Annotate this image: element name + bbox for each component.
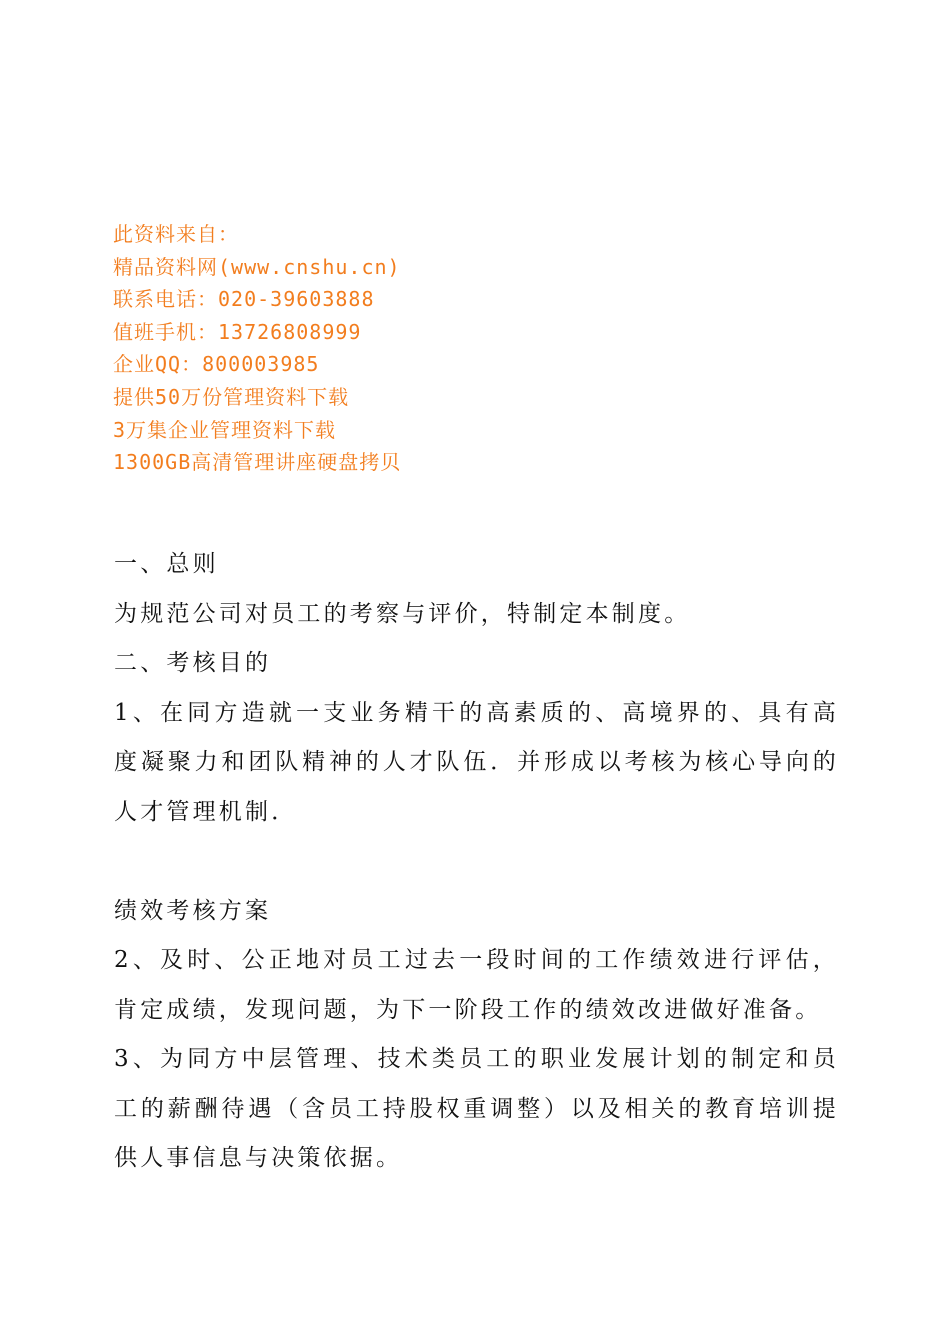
source-line-mobile: 值班手机：13726808999 [113, 319, 362, 344]
paragraph-gap [114, 837, 839, 887]
document-body [114, 540, 839, 1184]
source-line-offer-1: 提供50万份管理资料下载 [113, 384, 350, 409]
source-line-website: 精品资料网(www.cnshu.cn) [113, 254, 401, 279]
source-line-qq: 企业QQ：800003985 [113, 352, 320, 377]
purpose-item-1: 1、在同方造就一支业务精干的高素质的、高境界的、具有高度凝聚力和团队精神的人才队伍．并形成以考核为核心导向的人才管理机制． [114, 699, 839, 825]
purpose-item-2: 2、及时、公正地对员工过去一段时间的工作绩效进行评估，肯定成绩，发现问题，为下一阶段工作的绩效改进做好准备。 [114, 947, 839, 1023]
section-heading-purpose: 二、考核目的 [114, 650, 272, 676]
source-line-intro: 此资料来自： [113, 222, 239, 246]
section-text-general: 为规范公司对员工的考察与评价，特制定本制度。 [114, 600, 691, 627]
source-line-offer-2: 3万集企业管理资料下载 [113, 417, 337, 442]
source-line-phone: 联系电话：020-39603888 [113, 287, 375, 312]
source-line-offer-3: 1300GB高清管理讲座硬盘拷贝 [113, 450, 402, 475]
document-subtitle: 绩效考核方案 [114, 897, 272, 924]
source-info-block [113, 218, 813, 479]
purpose-item-3: 3、为同方中层管理、技术类员工的职业发展计划的制定和员工的薪酬待遇（含员工持股权重调整）以及相关的教育培训提供人事信息与决策依据。 [114, 1046, 839, 1171]
section-heading-general: 一、总则 [114, 551, 219, 577]
